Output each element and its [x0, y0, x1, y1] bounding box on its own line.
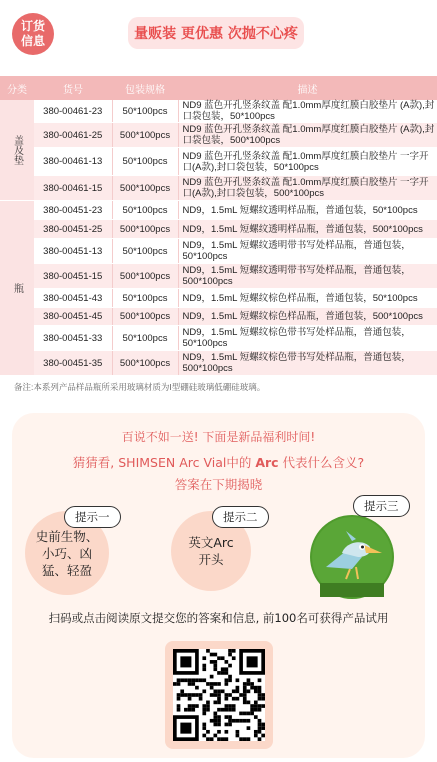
table-row [0, 123, 437, 148]
promo-answer-note: 答案在下期揭晓 [174, 477, 263, 492]
category-cell: 盖及垫 [0, 100, 34, 201]
code-cell: 380-00461-15 [34, 176, 112, 201]
pack-cell: 500*100pcs [112, 264, 178, 289]
desc-cell: ND9，1.5mL 短螺纹透明带书写处样品瓶，普通包装，50*100pcs [178, 239, 437, 264]
code-cell: 380-00451-15 [34, 264, 112, 289]
hint-one-text: 史前生物、小巧、凶猛、轻盈 [35, 528, 99, 578]
question-keyword: Arc [255, 455, 279, 470]
desc-cell: ND9，1.5mL 短螺纹透明带书写处样品瓶，普通包装，500*100pcs [178, 264, 437, 289]
table-row [0, 308, 437, 326]
desc-cell: ND9，1.5mL 短螺纹棕色带书写处样品瓶，普通包装，500*100pcs [178, 351, 437, 376]
pterodactyl-icon [312, 517, 392, 597]
desc-cell: ND9，1.5mL 短螺纹透明样品瓶，普通包装，50*100pcs [178, 201, 437, 220]
desc-cell: ND9 蓝色开孔竖条纹盖 配1.0mm厚度红膜白胶垫片 (A款),封口袋包装，500*100pcs [178, 123, 437, 148]
header-desc: 描述 [178, 76, 437, 100]
header-pack: 包装规格 [112, 76, 178, 100]
order-info-badge [12, 13, 54, 55]
pack-cell: 50*100pcs [112, 239, 178, 264]
desc-cell: ND9，1.5mL 短螺纹棕色带书写处样品瓶，普通包装，50*100pcs [178, 326, 437, 351]
promo-card [12, 413, 425, 758]
promo-banner: 量贩装 更优惠 次抛不心疼 [128, 17, 304, 49]
code-cell: 380-00461-13 [34, 148, 112, 176]
header-code: 货号 [34, 76, 112, 100]
category-cell: 瓶 [0, 201, 34, 376]
question-suffix: 代表什么含义? [278, 455, 365, 470]
promo-question [12, 453, 425, 471]
desc-cell: ND9 蓝色开孔竖条纹盖 配1.0mm厚度红膜白胶垫片 (A款),封口袋包装，50*100pcs [178, 100, 437, 123]
desc-cell: ND9，1.5mL 短螺纹透明样品瓶，普通包装，500*100pcs [178, 220, 437, 239]
qr-frame [165, 641, 273, 749]
pack-cell: 50*100pcs [112, 201, 178, 220]
table-row [0, 201, 437, 220]
table-row [0, 289, 437, 308]
product-table [0, 76, 437, 376]
hint-two-tag: 提示二 [212, 506, 269, 528]
pack-cell: 500*100pcs [112, 308, 178, 326]
pack-cell: 50*100pcs [112, 100, 178, 123]
desc-cell: ND9，1.5mL 短螺纹棕色样品瓶，普通包装，500*100pcs [178, 308, 437, 326]
header-category: 分类 [0, 76, 34, 100]
hint-one-tag: 提示一 [64, 506, 121, 528]
table-row [0, 264, 437, 289]
code-cell: 380-00451-45 [34, 308, 112, 326]
footnote: 备注:本系列产品样品瓶所采用玻璃材质为I型硼硅玻璃低硼硅玻璃。 [14, 382, 266, 392]
pack-cell: 500*100pcs [112, 220, 178, 239]
promo-headline: 百说不如一送! 下面是新品福利时间! [121, 430, 316, 444]
code-cell: 380-00451-25 [34, 220, 112, 239]
table-row [0, 220, 437, 239]
table-row [0, 239, 437, 264]
table-header-row [0, 76, 437, 100]
pack-cell: 50*100pcs [112, 148, 178, 176]
desc-cell: ND9，1.5mL 短螺纹棕色样品瓶，普通包装，50*100pcs [178, 289, 437, 308]
code-cell: 380-00451-23 [34, 201, 112, 220]
table-row [0, 100, 437, 123]
pack-cell: 500*100pcs [112, 176, 178, 201]
qr-code-icon[interactable] [173, 649, 265, 741]
pterodactyl-illustration [310, 515, 394, 599]
hint-two-text: 英文Arc 开头 [188, 535, 234, 567]
table-row [0, 148, 437, 176]
table-row [0, 176, 437, 201]
question-prefix: 猜猜看, SHIMSEN Arc Vial中的 [72, 455, 256, 470]
table-row [0, 326, 437, 351]
hint-three-tag: 提示三 [353, 495, 410, 517]
code-cell: 380-00461-25 [34, 123, 112, 148]
top-header [0, 0, 437, 70]
code-cell: 380-00451-13 [34, 239, 112, 264]
code-cell: 380-00451-33 [34, 326, 112, 351]
desc-cell: ND9 蓝色开孔竖条纹盖 配1.0mm厚度红膜白胶垫片 一字开口(A款),封口袋包装，500*100pcs [178, 176, 437, 201]
code-cell: 380-00451-43 [34, 289, 112, 308]
code-cell: 380-00461-23 [34, 100, 112, 123]
table-row [0, 351, 437, 376]
pack-cell: 500*100pcs [112, 351, 178, 376]
pack-cell: 50*100pcs [112, 326, 178, 351]
desc-cell: ND9 蓝色开孔竖条纹盖 配1.0mm厚度红膜白胶垫片 一字开口(A款),封口袋包装，50*100pcs [178, 148, 437, 176]
code-cell: 380-00451-35 [34, 351, 112, 376]
pack-cell: 50*100pcs [112, 289, 178, 308]
scan-instruction: 扫码或点击阅读原文提交您的答案和信息, 前100名可获得产品试用 [48, 611, 389, 625]
pack-cell: 500*100pcs [112, 123, 178, 148]
order-info-label: 订货信息 [20, 19, 45, 48]
